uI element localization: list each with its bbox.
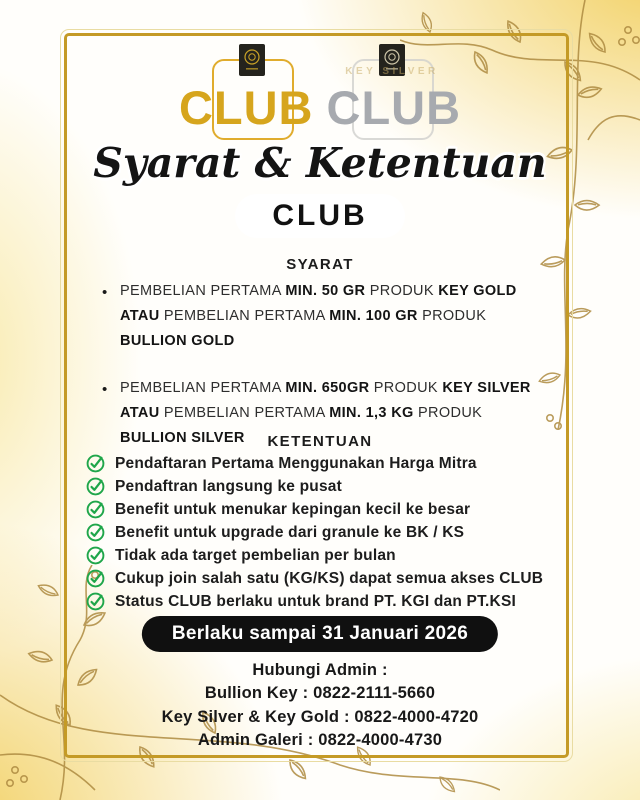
- ketentuan-item: [86, 454, 564, 473]
- syarat-item: [100, 279, 542, 354]
- ketentuan-item: [86, 546, 564, 565]
- bullet-icon: •: [102, 284, 108, 301]
- ketentuan-item-text: Cukup join salah satu (KG/KS) dapat semua akses CLUB: [115, 569, 544, 587]
- club-title-pill: CLUB: [235, 194, 405, 238]
- key-silver-watermark: KEY SILVER: [345, 66, 439, 77]
- contact-heading: Hubungi Admin :: [252, 661, 388, 679]
- club-club-title: [0, 81, 640, 134]
- ketentuan-item: [86, 500, 564, 519]
- contact-line: Admin Galeri : 0822-4000-4730: [197, 731, 443, 750]
- ketentuan-item: [86, 592, 564, 611]
- contact-lines: [0, 682, 640, 752]
- ketentuan-item: [86, 569, 564, 588]
- club-silver-label: CLUB: [326, 81, 462, 134]
- ketentuan-item-text: Benefit untuk menukar kepingan kecil ke besar: [115, 500, 471, 518]
- contact-line: Bullion Key : 0822-2111-5660: [204, 684, 436, 703]
- check-circle-icon: [86, 500, 105, 519]
- ketentuan-heading: KETENTUAN: [267, 433, 373, 450]
- check-circle-icon: [86, 477, 105, 496]
- page-title-script: Syarat & Ketentuan: [93, 139, 547, 187]
- ketentuan-item: [86, 477, 564, 496]
- ketentuan-item-text: Tidak ada target pembelian per bulan: [115, 546, 396, 564]
- check-circle-icon: [86, 592, 105, 611]
- ketentuan-list: [86, 454, 564, 615]
- syarat-item-text: PEMBELIAN PERTAMA MIN. 50 GR PRODUK KEY GOLD ATAU PEMBELIAN PERTAMA MIN. 100 GR PRODUK BULLION GOLD: [120, 283, 517, 350]
- check-circle-icon: [86, 569, 105, 588]
- ketentuan-item-text: Benefit untuk upgrade dari granule ke BK / KS: [115, 523, 465, 541]
- check-circle-icon: [86, 546, 105, 565]
- bullet-icon: •: [102, 381, 108, 399]
- club-gold-label: CLUB: [178, 81, 314, 134]
- validity-badge: Berlaku sampai 31 Januari 2026: [142, 616, 498, 652]
- ketentuan-item-text: Pendaftaran Pertama Menggunakan Harga Mitra: [115, 454, 477, 472]
- ketentuan-item-text: Pendaftran langsung ke pusat: [115, 477, 342, 495]
- check-circle-icon: [86, 454, 105, 473]
- contact-block: [0, 659, 640, 753]
- contact-line: Key Silver & Key Gold : 0822-4000-4720: [161, 707, 479, 726]
- syarat-item-text: PEMBELIAN PERTAMA MIN. 650GR PRODUK KEY SILVER ATAU PEMBELIAN PERTAMA MIN. 1,3 KG PRODUK BULLION SILVER: [120, 380, 531, 447]
- key-gold-logo-icon: [239, 44, 265, 76]
- syarat-heading: SYARAT: [286, 256, 354, 273]
- ketentuan-item-text: Status CLUB berlaku untuk brand PT. KGI dan PT.KSI: [115, 592, 516, 610]
- ketentuan-item: [86, 523, 564, 542]
- check-circle-icon: [86, 523, 105, 542]
